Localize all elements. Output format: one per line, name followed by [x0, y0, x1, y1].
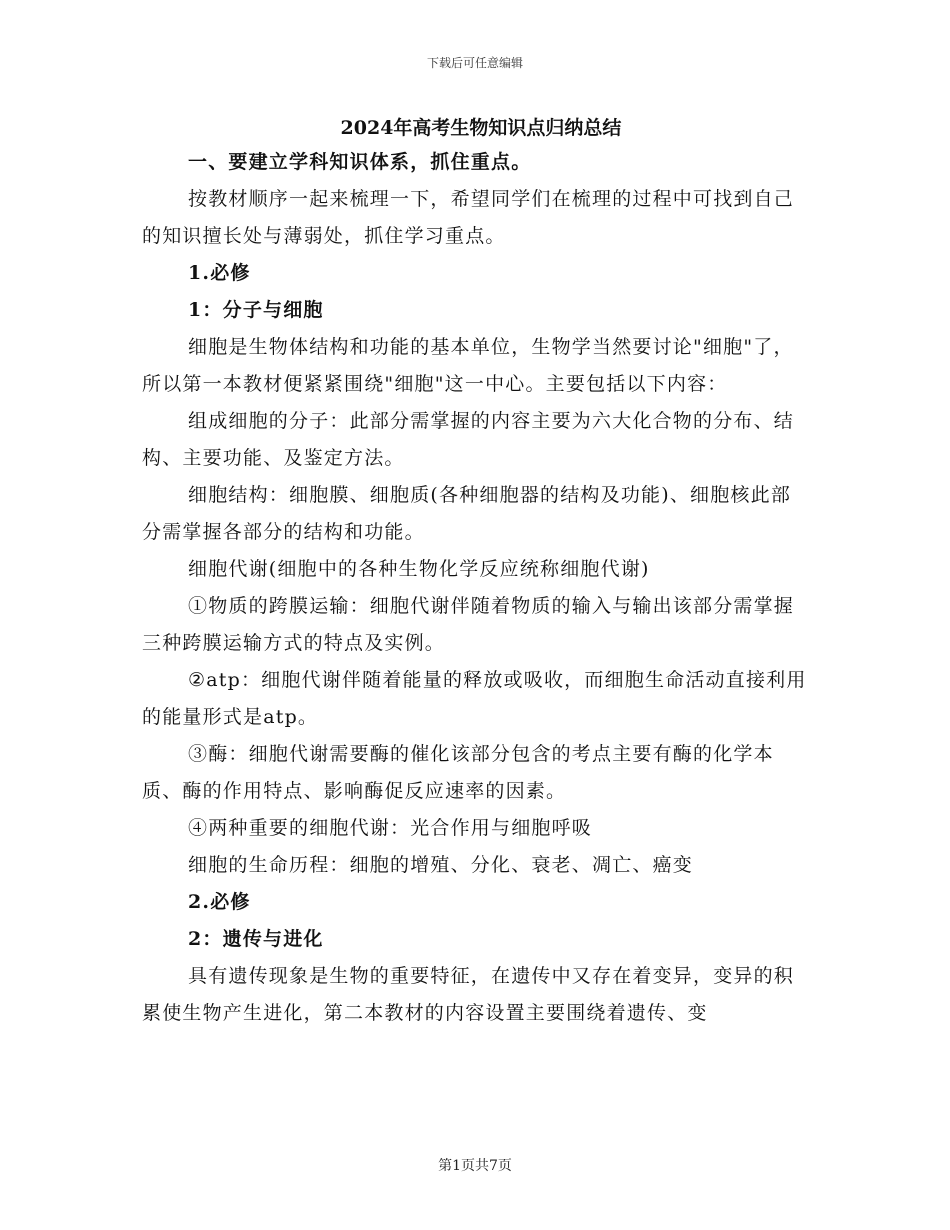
paragraph: 按教材顺序一起来梳理一下，希望同学们在梳理的过程中可找到自己的知识擅长处与薄弱处，抓住学习重点。	[142, 188, 795, 247]
paragraph: ①物质的跨膜运输：细胞代谢伴随着物质的输入与输出该部分需掌握三种跨膜运输方式的特点及实例。	[142, 595, 795, 654]
document-body	[142, 112, 808, 1032]
paragraph: 细胞结构：细胞膜、细胞质(各种细胞器的结构及功能)、细胞核此部分需掌握各部分的结构和功能。	[142, 484, 792, 543]
paragraph: ③酶：细胞代谢需要酶的催化该部分包含的考点主要有酶的化学本质、酶的作用特点、影响酶促反应速率的因素。	[142, 743, 774, 802]
subsection-heading: 2.必修	[188, 891, 251, 913]
paragraph: 组成细胞的分子：此部分需掌握的内容主要为六大化合物的分布、结构、主要功能、及鉴定方法。	[142, 410, 795, 469]
paragraph: ④两种重要的细胞代谢：光合作用与细胞呼吸	[188, 817, 593, 839]
paragraph: 细胞代谢(细胞中的各种生物化学反应统称细胞代谢)	[188, 558, 650, 580]
header-note: 下载后可任意编辑	[426, 56, 523, 70]
subsection-heading: 1.必修	[188, 262, 251, 284]
paragraph: 细胞的生命历程：细胞的增殖、分化、衰老、凋亡、癌变	[188, 854, 694, 876]
subsection-heading: 1：分子与细胞	[188, 299, 324, 321]
paragraph: 具有遗传现象是生物的重要特征，在遗传中又存在着变异，变异的积累使生物产生进化，第二本教材的内容设置主要围绕着遗传、变	[142, 965, 795, 1024]
document-title: 2024年高考生物知识点归纳总结	[340, 117, 622, 139]
paragraph: 细胞是生物体结构和功能的基本单位，生物学当然要讨论"细胞"了，所以第一本教材便紧紧围绕"细胞"这一中心。主要包括以下内容：	[142, 336, 794, 395]
subsection-heading: 2：遗传与进化	[188, 928, 324, 950]
section-heading: 一、要建立学科知识体系，抓住重点。	[188, 151, 532, 173]
paragraph: ②atp：细胞代谢伴随着能量的释放或吸收，而细胞生命活动直接利用的能量形式是atp。	[142, 669, 807, 728]
page-number: 第1页共7页	[438, 1158, 512, 1174]
